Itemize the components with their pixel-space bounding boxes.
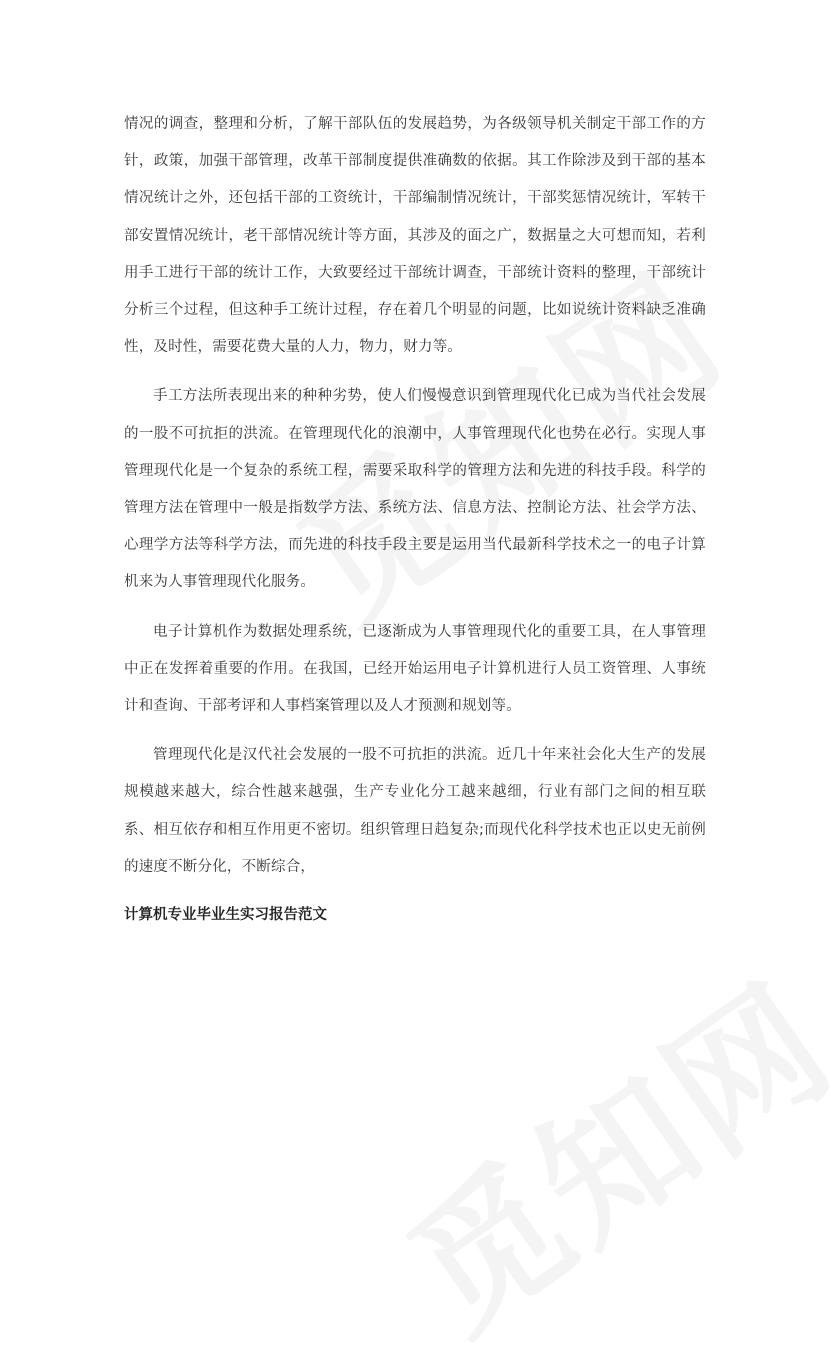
paragraph-4: 管理现代化是汉代社会发展的一股不可抗拒的洪流。近几十年来社会化大生产的发展规模越来越大，综合性越来越强，生产专业化分工越来越细，行业有部门之间的相互联系、相互依存和相互作用更不密切。组织管理日趋复杂;而现代化科学技术也正以史无前例的速度不断分化，不断综合， bbox=[124, 747, 706, 875]
paragraph-1: 情况的调查，整理和分析，了解干部队伍的发展趋势，为各级领导机关制定干部工作的方针，政策，加强干部管理，改革干部制度提供准确数的依据。其工作除涉及到干部的基本情况统计之外，还包括干部的工资统计，干部编制情况统计，干部奖惩情况统计，军转干部安置情况统计，老干部情况统计等方面，其涉及的面之广，数据量之大可想而知，若利用手工进行干部的统计工作，大致要经过干部统计调查，干部统计资料的整理，干部统计分析三个过程，但这种手工统计过程，存在着几个明显的问题，比如说统计资料缺乏准确性，及时性，需要花费大量的人力，物力，财力等。 bbox=[124, 116, 706, 356]
paragraph-2: 手工方法所表现出来的种种劣势，使人们慢慢意识到管理现代化已成为当代社会发展的一股不可抗拒的洪流。在管理现代化的浪潮中，人事管理现代化也势在必行。实现人事管理现代化是一个复杂的系统工程，需要采取科学的管理方法和先进的科技手段。科学的管理方法在管理中一般是指数学方法、系统方法、信息方法、控制论方法、社会学方法、心理学方法等科学方法，而先进的科技手段主要是运用当代最新科学技术之一的电子计算机来为人事管理现代化服务。 bbox=[124, 388, 706, 591]
section-heading: 计算机专业毕业生实习报告范文 bbox=[124, 907, 327, 924]
paragraph-3: 电子计算机作为数据处理系统，已逐渐成为人事管理现代化的重要工具，在人事管理中正在发挥着重要的作用。在我国，已经开始运用电子计算机进行人员工资管理、人事统计和查询、干部考评和人事档案管理以及人才预测和规划等。 bbox=[124, 623, 706, 715]
